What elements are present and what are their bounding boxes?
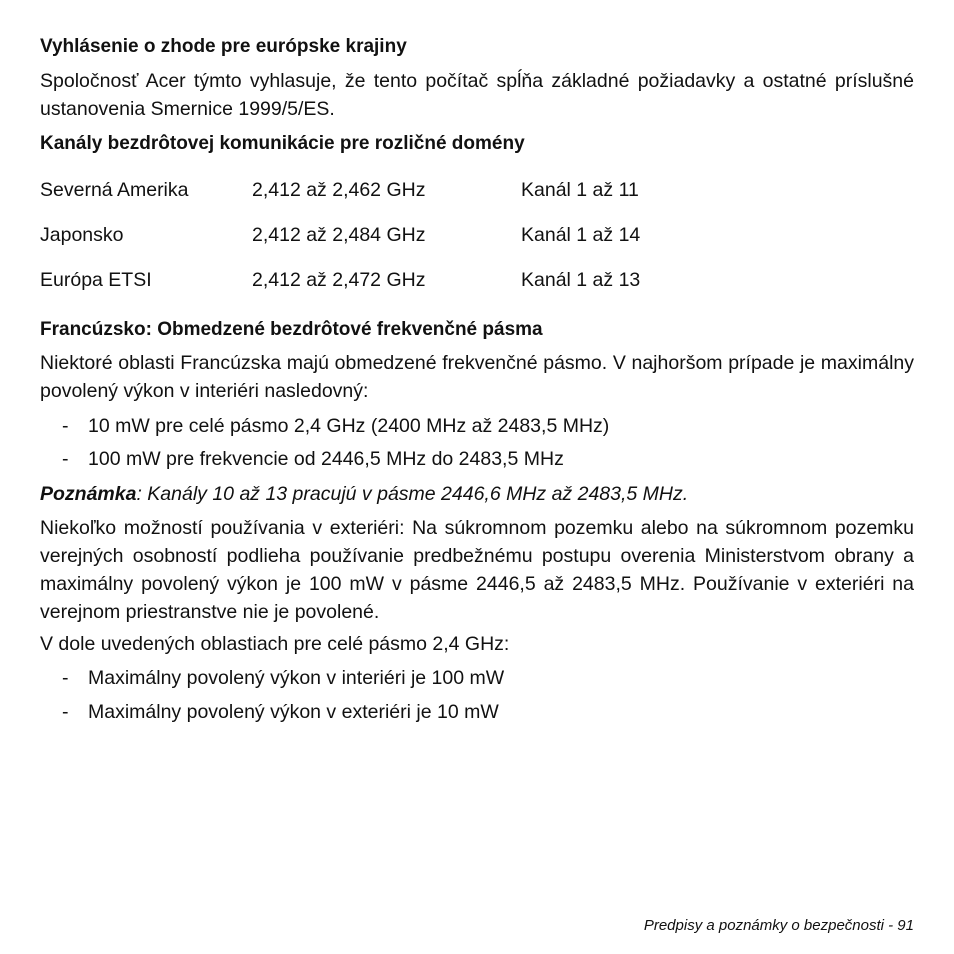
region-cell: Severná Amerika xyxy=(40,179,189,201)
range-cell: 2,412 až 2,484 GHz xyxy=(252,224,426,246)
page-footer: Predpisy a poznámky o bezpečnosti - 91 xyxy=(643,917,914,934)
bullet-dash: - xyxy=(62,415,69,437)
list-item-text: 10 mW pre celé pásmo 2,4 GHz (2400 MHz až 2483,5 MHz) xyxy=(88,415,610,437)
areas-intro-text: V dole uvedených oblastiach pre celé pásmo 2,4 GHz: xyxy=(40,633,510,655)
list-item-text: Maximálny povolený výkon v exteriéri je 10 mW xyxy=(88,701,499,723)
bullet-dash: - xyxy=(62,448,69,470)
channels-cell: Kanál 1 až 11 xyxy=(521,179,639,201)
document-page xyxy=(40,0,914,954)
list-item-text: Maximálny povolený výkon v interiéri je 100 mW xyxy=(88,667,505,689)
channels-cell: Kanál 1 až 13 xyxy=(521,269,641,291)
channels-cell: Kanál 1 až 14 xyxy=(521,224,641,246)
region-cell: Európa ETSI xyxy=(40,269,152,291)
range-cell: 2,412 až 2,462 GHz xyxy=(252,179,426,201)
list-item xyxy=(62,445,564,473)
france-intro-text: Niektoré oblasti Francúzska majú obmedzené frekvenčné pásmo. V najhoršom prípade je maximálny povolený výkon v interiéri nasledovný: xyxy=(40,352,914,402)
region-cell: Japonsko xyxy=(40,224,124,246)
list-item xyxy=(62,698,499,726)
note-text: : Kanály 10 až 13 pracujú v pásme 2446,6 MHz až 2483,5 MHz. xyxy=(136,483,689,505)
bullet-dash: - xyxy=(62,701,69,723)
outdoor-usage-text: Niekoľko možností používania v exteriéri: Na súkromnom pozemku alebo na súkromnom pozemku verejných osobností podlieha používanie predbežnému postupu overenia Ministerstvom obrany a maximálny povolený výkon je 100 mW v pásme 2446,5 až 2483,5 MHz. Používanie v exteriéri na verejnom priestranstve nie je povolené. xyxy=(40,517,914,623)
heading-eu-declaration: Vyhlásenie o zhode pre európske krajiny xyxy=(40,36,407,57)
bullet-dash: - xyxy=(62,667,69,689)
list-item-text: 100 mW pre frekvencie od 2446,5 MHz do 2483,5 MHz xyxy=(88,448,564,470)
range-cell: 2,412 až 2,472 GHz xyxy=(252,269,426,291)
note-label: Poznámka xyxy=(40,483,137,505)
note-line xyxy=(40,480,688,508)
heading-wireless-channels: Kanály bezdrôtovej komunikácie pre rozličné domény xyxy=(40,133,525,154)
list-item xyxy=(62,412,609,440)
eu-declaration-text: Spoločnosť Acer týmto vyhlasuje, že tento počítač spĺňa základné požiadavky a ostatné príslušné ustanovenia Smernice 1999/5/ES. xyxy=(40,70,914,120)
heading-france-restrictions: Francúzsko: Obmedzené bezdrôtové frekvenčné pásma xyxy=(40,319,543,340)
list-item xyxy=(62,664,504,692)
